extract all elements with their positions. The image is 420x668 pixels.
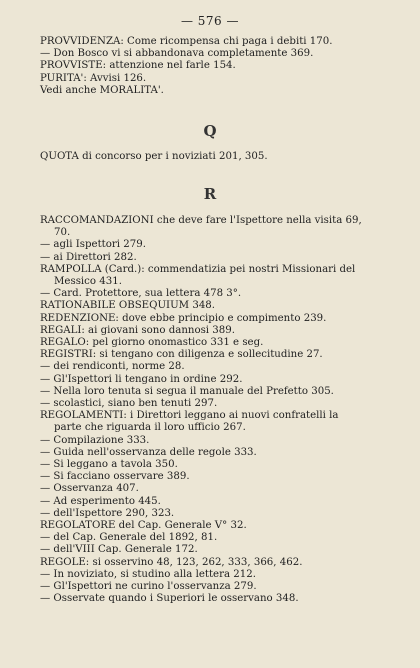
index-entry: REDENZIONE: dove ebbe principio e compimento 239. <box>40 312 327 324</box>
index-entry: — Osservate quando i Superiori le osservano 348. <box>40 593 299 605</box>
index-entry: — ai Direttori 282. <box>40 251 137 263</box>
index-entry: — Si leggano a tavola 350. <box>40 459 178 471</box>
index-entry: REGOLE: si osservino 48, 123, 262, 333, 366, 462. <box>40 556 303 568</box>
index-entry: — Ad esperimento 445. <box>40 495 161 507</box>
index-entry: — In noviziato, si studino alla lettera 212. <box>40 568 256 580</box>
index-entry: — Gl'Ispettori li tengano in ordine 292. <box>40 373 243 385</box>
index-entry-continuation: 70. <box>54 227 71 239</box>
index-entry: — Guida nell'osservanza delle regole 333. <box>40 446 257 458</box>
index-section-q <box>40 151 390 163</box>
index-entry: REGOLAMENTI: i Direttori leggano ai nuovi confratelli la <box>40 410 339 422</box>
index-entry: RAMPOLLA (Card.): commendatizia pei nostri Missionari del <box>40 263 356 275</box>
index-entry: — dell'VIII Cap. Generale 172. <box>40 544 198 556</box>
page-number: — 576 — <box>180 14 240 28</box>
index-entry: REGALI: ai giovani sono dannosi 389. <box>40 324 235 336</box>
index-section-r <box>40 215 390 606</box>
index-entry: Vedi anche MORALITA'. <box>40 84 164 96</box>
index-entry: — dei rendiconti, norme 28. <box>40 361 185 373</box>
index-entry: REGALO: pel giorno onomastico 331 e seg. <box>40 337 264 349</box>
index-entry: — Card. Protettore, sua lettera 478 3°. <box>40 288 242 300</box>
index-entry: PROVVIDENZA: Come ricompensa chi paga i debiti 170. <box>40 36 333 47</box>
index-entry: — dell'Ispettore 290, 323. <box>40 507 175 519</box>
index-entry: QUOTA di concorso per i noviziati 201, 305. <box>40 151 268 162</box>
index-entry: — Si facciano osservare 389. <box>40 471 190 483</box>
index-entry: — agli Ispettori 279. <box>40 239 146 251</box>
index-entry: — Gl'Ispettori ne curino l'osservanza 279. <box>40 581 257 593</box>
index-entry: REGISTRI: si tengano con diligenza e sollecitudine 27. <box>40 349 323 361</box>
index-section-p <box>40 36 390 97</box>
section-letter-r: R <box>203 185 217 203</box>
index-entry: — Nella loro tenuta si segua il manuale del Prefetto 305. <box>40 385 334 397</box>
index-entry: PURITA': Avvisi 126. <box>40 72 147 84</box>
index-entry: — del Cap. Generale del 1892, 81. <box>40 532 218 544</box>
index-entry: — Compilazione 333. <box>40 434 150 446</box>
index-entry: RACCOMANDAZIONI che deve fare l'Ispettore nella visita 69, <box>40 215 362 226</box>
index-entry: — Don Bosco vi si abbandonava completamente 369. <box>40 48 314 60</box>
index-entry: — scolastici, siano ben tenuti 297. <box>40 398 218 410</box>
index-entry: — Osservanza 407. <box>40 483 139 495</box>
index-entry: RATIONABILE OBSEQUIUM 348. <box>40 300 216 312</box>
index-entry: PROVVISTE: attenzione nel farle 154. <box>40 60 236 72</box>
section-letter-q: Q <box>203 122 217 140</box>
index-entry: REGOLATORE del Cap. Generale V° 32. <box>40 520 247 532</box>
index-entry-continuation: Messico 431. <box>54 276 122 288</box>
index-entry-continuation: parte che riguarda il loro ufficio 267. <box>54 422 246 434</box>
